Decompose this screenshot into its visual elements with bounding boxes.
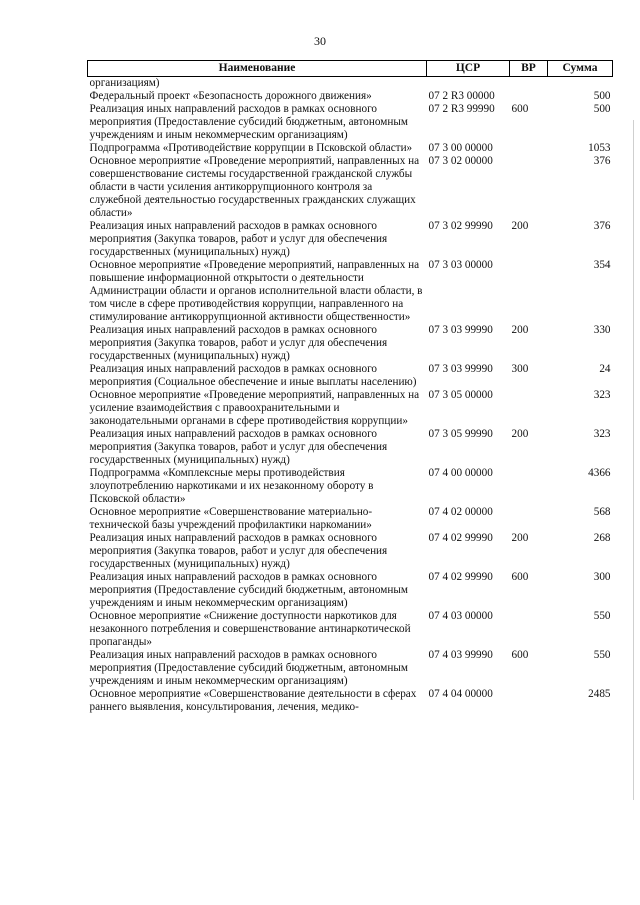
header-vr: ВР — [510, 61, 548, 77]
header-sum: Сумма — [548, 61, 613, 77]
table-row — [88, 324, 613, 363]
row-name: Реализация иных направлений расходов в рамках основного мероприятия (Предоставление субсидий бюджетным, автономным учреждениям и иным некоммерческим организациям) — [89, 571, 408, 609]
row-vr — [510, 389, 548, 428]
row-sum — [548, 77, 613, 91]
row-vr — [510, 90, 548, 103]
row-sum: 300 — [593, 571, 611, 583]
table-header-row — [88, 61, 613, 77]
table-row — [88, 155, 613, 220]
row-csr: 07 3 03 00000 — [428, 259, 493, 271]
row-sum: 24 — [599, 363, 611, 375]
table-row — [88, 103, 613, 142]
scan-edge-line — [633, 120, 634, 800]
row-sum: 268 — [593, 532, 611, 544]
row-sum: 1053 — [588, 142, 611, 154]
row-csr: 07 4 03 99990 — [428, 649, 493, 661]
row-name: Подпрограмма «Противодействие коррупции в Псковской области» — [89, 142, 413, 154]
row-vr — [510, 506, 548, 532]
row-vr: 600 — [511, 649, 529, 661]
row-csr: 07 3 03 99990 — [428, 363, 493, 375]
row-csr: 07 4 02 99990 — [428, 571, 493, 583]
header-name: Наименование — [88, 61, 427, 77]
row-name: Реализация иных направлений расходов в рамках основного мероприятия (Закупка товаров, работ и услуг для обеспечения государственных (муниципальных) нужд) — [89, 428, 388, 466]
table-row — [88, 571, 613, 610]
table-row — [88, 142, 613, 155]
row-vr — [510, 259, 548, 324]
row-csr: 07 4 02 00000 — [428, 506, 493, 518]
row-name: Реализация иных направлений расходов в рамках основного мероприятия (Социальное обеспечение и иные выплаты населению) — [89, 363, 417, 388]
row-sum: 568 — [593, 506, 611, 518]
page-number: 30 — [314, 34, 326, 48]
table-row — [88, 467, 613, 506]
table-row — [88, 688, 613, 714]
row-name: Реализация иных направлений расходов в рамках основного мероприятия (Закупка товаров, работ и услуг для обеспечения государственных (муниципальных) нужд) — [89, 532, 388, 570]
row-sum: 500 — [593, 103, 611, 115]
row-vr: 200 — [511, 532, 529, 544]
row-sum: 323 — [593, 389, 611, 401]
row-name: организациям) — [89, 77, 160, 89]
row-vr: 200 — [511, 428, 529, 440]
row-vr: 300 — [511, 363, 529, 375]
row-sum: 376 — [593, 155, 611, 167]
row-name: Реализация иных направлений расходов в рамках основного мероприятия (Предоставление субсидий бюджетным, автономным учреждениям и иным некоммерческим организациям) — [89, 103, 408, 141]
row-sum: 354 — [593, 259, 611, 271]
row-csr: 07 4 03 00000 — [428, 610, 493, 622]
row-vr: 200 — [511, 324, 529, 336]
row-vr: 600 — [511, 571, 529, 583]
row-name: Основное мероприятие «Совершенствование материально-технической базы учреждений профилактики наркомании» — [89, 506, 373, 531]
table-row — [88, 90, 613, 103]
table-row — [88, 259, 613, 324]
row-sum: 330 — [593, 324, 611, 336]
row-csr: 07 3 00 00000 — [428, 142, 493, 154]
row-sum: 550 — [593, 610, 611, 622]
row-vr — [510, 77, 548, 91]
row-vr — [510, 688, 548, 714]
row-csr: 07 2 R3 99990 — [428, 103, 495, 115]
row-name: Подпрограмма «Комплексные меры противодействия злоупотреблению наркотиками и их незаконному обороту в Псковской области» — [89, 467, 374, 505]
row-name: Реализация иных направлений расходов в рамках основного мероприятия (Закупка товаров, работ и услуг для обеспечения государственных (муниципальных) нужд) — [89, 324, 388, 362]
row-vr — [510, 142, 548, 155]
row-csr: 07 3 05 00000 — [428, 389, 493, 401]
row-sum: 500 — [593, 90, 611, 102]
row-csr — [427, 77, 510, 91]
row-name: Основное мероприятие «Совершенствование деятельности в сферах раннего выявления, консультирования, лечения, медико- — [89, 688, 417, 713]
row-vr: 600 — [511, 103, 529, 115]
row-sum: 2485 — [588, 688, 611, 700]
row-name: Основное мероприятие «Проведение мероприятий, направленных на усиление взаимодействия с правоохранительными и законодательными органами в сфере противодействия коррупции» — [89, 389, 420, 427]
table-row — [88, 506, 613, 532]
table-row — [88, 649, 613, 688]
row-sum: 550 — [593, 649, 611, 661]
row-name: Основное мероприятие «Проведение мероприятий, направленных на повышение информационной открытости о деятельности Администрации области и органов исполнительной власти области, в том числе в сфере противодействия коррупции, направленного на стимулирование антикоррупционной активности общественности» — [89, 259, 423, 323]
row-sum: 376 — [593, 220, 611, 232]
header-csr: ЦСР — [427, 61, 510, 77]
row-sum: 323 — [593, 428, 611, 440]
table-row — [88, 77, 613, 91]
row-name: Реализация иных направлений расходов в рамках основного мероприятия (Предоставление субсидий бюджетным, автономным учреждениям и иным некоммерческим организациям) — [89, 649, 408, 687]
row-name: Основное мероприятие «Проведение мероприятий, направленных на совершенствование системы государственной гражданской службы области в части усиления антикоррупционного контроля за служебной деятельностью государственных гражданских служащих области» — [89, 155, 420, 219]
row-vr — [510, 467, 548, 506]
row-vr — [510, 610, 548, 649]
row-csr: 07 4 02 99990 — [428, 532, 493, 544]
row-csr: 07 4 04 00000 — [428, 688, 493, 700]
table-row — [88, 220, 613, 259]
row-csr: 07 4 00 00000 — [428, 467, 493, 479]
row-csr: 07 2 R3 00000 — [428, 90, 495, 102]
row-vr: 200 — [511, 220, 529, 232]
table-row — [88, 363, 613, 389]
row-vr — [510, 155, 548, 220]
row-name: Основное мероприятие «Снижение доступности наркотиков для незаконного потребления и совершенствование антинаркотической пропаганды» — [89, 610, 411, 648]
row-csr: 07 3 02 99990 — [428, 220, 493, 232]
row-sum: 4366 — [588, 467, 611, 479]
table-row — [88, 389, 613, 428]
table-row — [88, 532, 613, 571]
row-csr: 07 3 05 99990 — [428, 428, 493, 440]
table-row — [88, 610, 613, 649]
row-csr: 07 3 02 00000 — [428, 155, 493, 167]
row-csr: 07 3 03 99990 — [428, 324, 493, 336]
row-name: Федеральный проект «Безопасность дорожного движения» — [89, 90, 372, 102]
table-row — [88, 428, 613, 467]
row-name: Реализация иных направлений расходов в рамках основного мероприятия (Закупка товаров, работ и услуг для обеспечения государственных (муниципальных) нужд) — [89, 220, 388, 258]
budget-table — [87, 60, 613, 714]
